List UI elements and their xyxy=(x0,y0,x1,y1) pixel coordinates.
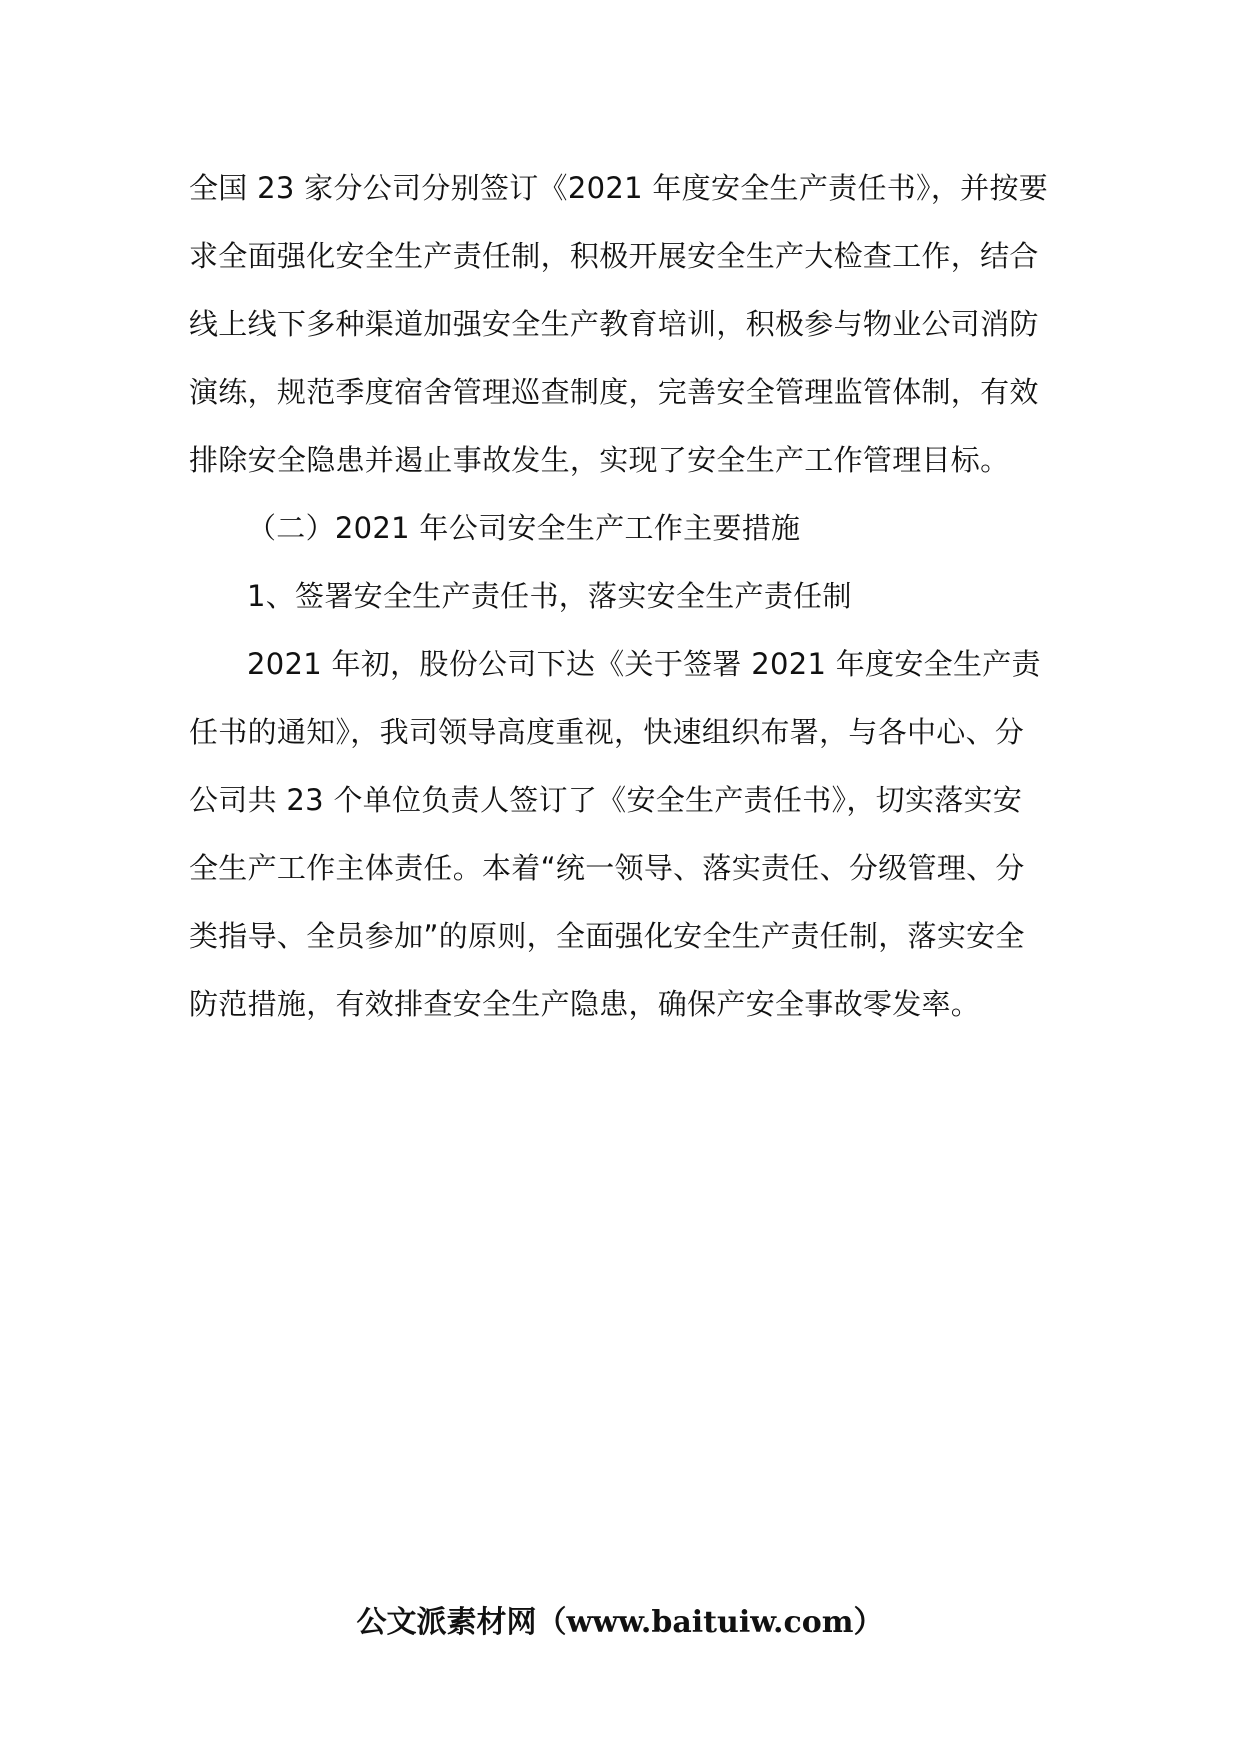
section-heading: （二）2021 年公司安全生产工作主要措施 xyxy=(247,511,801,545)
paragraph-line: 2021 年初，股份公司下达《关于签署 2021 年度安全生产责 xyxy=(247,647,1041,681)
paragraph-line: 全国 23 家分公司分别签订《2021 年度安全生产责任书》，并按要 xyxy=(189,171,1049,205)
paragraph-line: 全生产工作主体责任。本着“统一领导、落实责任、分级管理、分 xyxy=(189,851,1025,885)
paragraph-line: 演练，规范季度宿舍管理巡查制度，完善安全管理监管体制，有效 xyxy=(189,375,1039,409)
subsection-heading: 1、签署安全生产责任书，落实安全生产责任制 xyxy=(247,579,852,613)
paragraph-line: 排除安全隐患并遏止事故发生，实现了安全生产工作管理目标。 xyxy=(189,443,1010,477)
paragraph-line: 公司共 23 个单位负责人签订了《安全生产责任书》，切实落实安 xyxy=(189,783,1023,817)
paragraph-line: 任书的通知》，我司领导高度重视，快速组织布署，与各中心、分 xyxy=(189,715,1025,749)
page-footer: 公文派素材网（www.baituiw.com） xyxy=(356,1605,884,1640)
paragraph-line: 求全面强化安全生产责任制，积极开展安全生产大检查工作，结合 xyxy=(189,239,1039,273)
paragraph-line: 线上线下多种渠道加强安全生产教育培训，积极参与物业公司消防 xyxy=(189,307,1039,341)
paragraph-line: 防范措施，有效排查安全生产隐患，确保产安全事故零发率。 xyxy=(189,987,981,1021)
paragraph-line: 类指导、全员参加”的原则，全面强化安全生产责任制，落实安全 xyxy=(189,919,1025,953)
